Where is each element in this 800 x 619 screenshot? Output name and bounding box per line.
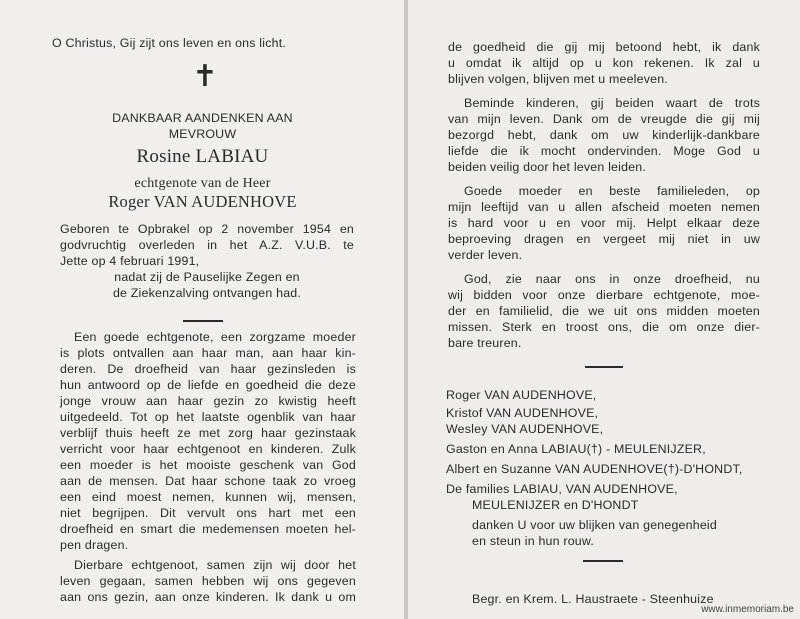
text-line: verblijf thuis heeft ze met zorg haar gezinstaak xyxy=(60,426,356,440)
text-line: uitgedeeld. Tot op het laatste ogenblik van haar xyxy=(60,410,356,424)
birth-line: de Ziekenzalving ontvangen had. xyxy=(112,286,302,300)
text-line: droefheid en smart die medemensen moeten hel- xyxy=(60,522,356,536)
text-line: wij bidden voor onze dierbare echtgenote, moe- xyxy=(448,288,760,302)
spouse-intro: echtgenote van de Heer xyxy=(134,176,271,191)
spouse-last-name: VAN AUDENHOVE xyxy=(153,192,297,211)
cross-icon: ✝ xyxy=(192,60,218,93)
spouse-first-name: Roger xyxy=(108,192,150,211)
first-name: Rosine xyxy=(136,146,191,167)
text-line: mijn leeftijd van u allen afscheid moeten nemen xyxy=(448,200,760,214)
birth-line: godvruchtig overleden in het A.Z. V.U.B. te xyxy=(60,238,354,252)
motto: O Christus, Gij zijt ons leven en ons licht. xyxy=(52,36,286,50)
text-line: is hard voor u en voor mij. Helpt elkaar deze xyxy=(448,216,760,230)
text-line: Een goede echtgenote, een zorgzame moeder xyxy=(74,330,356,344)
text-line: Beminde kinderen, gij beiden waart de trots xyxy=(464,96,760,110)
family-line: Wesley VAN AUDENHOVE, xyxy=(446,422,604,436)
family-line: Albert en Suzanne VAN AUDENHOVE(†)-D'HONDT, xyxy=(446,462,743,476)
printer-credit: Begr. en Krem. L. Haustraete - Steenhuize xyxy=(472,592,714,606)
text-line: der en familielid, die we uit ons midden moeten xyxy=(448,304,760,318)
text-line: deren. De droefheid van haar gezinsleden is xyxy=(60,362,356,376)
text-line: liefde die ik mocht ondervinden. Moge God u xyxy=(448,144,760,158)
divider xyxy=(583,560,623,562)
divider xyxy=(585,366,623,368)
text-line: u omdat ik altijd op u kon rekenen. Ik zal u xyxy=(448,56,760,70)
intro-line2: MEVROUW xyxy=(168,127,237,141)
thanks-line: en steun in hun rouw. xyxy=(472,534,594,548)
spouse-name xyxy=(95,192,310,212)
watermark: www.inmemoriam.be xyxy=(701,604,794,615)
divider xyxy=(183,320,223,322)
family-line: Gaston en Anna LABIAU(†) - MEULENIJZER, xyxy=(446,442,706,456)
right-page xyxy=(408,0,800,619)
text-line: aan de mensen. Dat haar schone taak zo vroeg xyxy=(60,474,356,488)
text-line: van mijn leven. Dank om de vreugde die gij mij xyxy=(448,112,760,126)
text-line: beiden veilig door het leven leiden. xyxy=(448,160,647,174)
text-line: verricht voor haar echtgenoot en kinderen. Zulk xyxy=(60,442,356,456)
family-line: Roger VAN AUDENHOVE, xyxy=(446,388,597,402)
family-line: MEULENIJZER en D'HONDT xyxy=(472,498,639,512)
text-line: niet begrijpen. Dit vervult ons hart met een xyxy=(60,506,356,520)
text-line: Goede moeder en beste familieleden, op xyxy=(464,184,760,198)
birth-line: nadat zij de Pauselijke Zegen en xyxy=(114,270,300,284)
text-line: een eind moest nemen, kunnen wij, mensen, xyxy=(60,490,356,504)
text-line: verder leven. xyxy=(448,248,523,262)
text-line: leven gegaan, samen hebben wij ons gegeven xyxy=(60,574,356,588)
text-line: pen dragen. xyxy=(60,538,129,552)
text-line: beproeving dragen en vergeet mij niet in uw xyxy=(448,232,760,246)
text-line: is plots ontvallen aan haar man, aan haar kin- xyxy=(60,346,356,360)
deceased-name xyxy=(95,146,310,168)
text-line: bezorgd hebt, dank om uw kinderlijk-dankbare xyxy=(448,128,760,142)
text-line: jonge vrouw aan haar gezin zo kwistig heeft xyxy=(60,394,356,408)
family-line: Kristof VAN AUDENHOVE, xyxy=(446,406,599,420)
family-line: De families LABIAU, VAN AUDENHOVE, xyxy=(446,482,678,496)
last-name: LABIAU xyxy=(195,146,269,167)
thanks-line: danken U voor uw blijken van genegenheid xyxy=(472,518,717,532)
text-line: de goedheid die gij mij betoond hebt, ik dank xyxy=(448,40,760,54)
text-line: God, zie naar ons in onze droefheid, nu xyxy=(464,272,760,286)
text-line: blijven volgen, blijven met u meeleven. xyxy=(448,72,668,86)
text-line: bare treuren. xyxy=(448,336,522,350)
text-line: aan ons gezin, aan onze kinderen. Ik dank u om xyxy=(60,590,356,604)
text-line: hun antwoord op de liefde en goedheid die deze xyxy=(60,378,356,392)
intro-line1: DANKBAAR AANDENKEN AAN xyxy=(112,111,293,125)
birth-line: Jette op 4 februari 1991, xyxy=(60,254,200,268)
text-line: Dierbare echtgenoot, samen zijn wij door het xyxy=(74,558,356,572)
text-line: een moeder is het mooiste geschenk van God xyxy=(60,458,356,472)
text-line: missen. Sterk en troost ons, die om onze dier- xyxy=(448,320,760,334)
birth-line: Geboren te Opbrakel op 2 november 1954 en xyxy=(60,222,354,236)
